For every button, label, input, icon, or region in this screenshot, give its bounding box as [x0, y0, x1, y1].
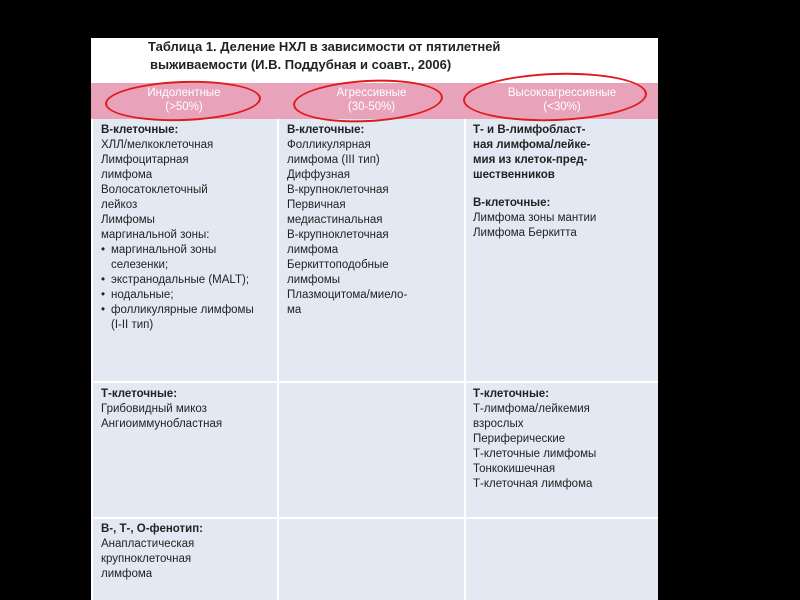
cell-r1-c1-line: Волосатоклеточный: [101, 184, 208, 196]
cell-r3-c1: [101, 522, 277, 582]
cell-r2-c1-heading: Т-клеточные:: [101, 388, 178, 400]
cell-r1-c3-subheading: В-клеточные:: [473, 197, 551, 209]
document-page: [91, 38, 658, 600]
cell-r2-c3-line: Тонкокишечная: [473, 463, 556, 475]
cell-r1-c1-line: ХЛЛ/мелкоклеточная: [101, 139, 214, 151]
cell-r1-c2: [287, 123, 463, 318]
cell-r1-c3: [473, 123, 657, 241]
cell-r1-c1-line: лейкоз: [101, 199, 138, 211]
cell-r3-c1-line: лимфома: [101, 568, 153, 580]
cell-r2-c3-line: Т-лимфома/лейкемия: [473, 403, 590, 415]
row-divider-2: [91, 517, 658, 519]
cell-r1-c2-line: Фолликулярная: [287, 139, 371, 151]
cell-r1-c3-heading-line: мия из клеток-пред-: [473, 154, 588, 166]
header-high-aggressive-name: Высокоагрессивные: [507, 87, 617, 99]
cell-r1-c1-line: маргинальной зоны:: [101, 229, 210, 241]
cell-r2-c3-line: Т-клеточные лимфомы: [473, 448, 597, 460]
cell-r1-c2-line: медиастинальная: [287, 214, 383, 226]
title-line-1: Таблица 1. Деление НХЛ в зависимости от пятилетней: [148, 39, 501, 54]
list-item: • фолликулярные лимфомы (I-II тип): [101, 303, 261, 333]
cell-r1-c1-line: лимфома: [101, 169, 153, 181]
cell-r1-c2-line: Плазмоцитома/миело-: [287, 289, 408, 301]
list-item: • нодальные;: [101, 288, 277, 303]
table-title: [148, 38, 628, 74]
cell-r1-c2-line: лимфома: [287, 244, 339, 256]
cell-r1-c3-heading-line: шественников: [473, 169, 555, 181]
cell-r1-c1: [101, 123, 277, 333]
cell-r2-c3-heading: Т-клеточные:: [473, 388, 550, 400]
cell-r1-c2-line: Первичная: [287, 199, 346, 211]
cell-r1-c3-heading-line: ная лимфома/лейке-: [473, 139, 591, 151]
list-item: • экстранодальные (MALT);: [101, 273, 271, 288]
cell-r1-c2-line: Диффузная: [287, 169, 351, 181]
cell-r1-c2-line: Беркиттоподобные: [287, 259, 389, 271]
header-aggressive-range: (30-50%): [347, 101, 396, 113]
header-indolent-name: Индолентные: [147, 87, 221, 99]
cell-r2-c3-line: взрослых: [473, 418, 524, 430]
cell-r3-c1-line: крупноклеточная: [101, 553, 192, 565]
cell-r3-c1-line: Анапластическая: [101, 538, 195, 550]
cell-r1-c2-line: лимфома (III тип): [287, 154, 380, 166]
list-item: • маргинальной зоны селезенки;: [101, 243, 271, 273]
title-line-2: выживаемости (И.В. Поддубная и соавт., 2006): [150, 57, 452, 72]
cell-r1-c2-heading: В-клеточные:: [287, 124, 365, 136]
cell-r1-c2-line: В-крупноклеточная: [287, 229, 389, 241]
cell-r2-c3: [473, 387, 657, 492]
marginal-zone-list: [101, 243, 277, 333]
cell-r1-c1-heading: В-клеточные:: [101, 124, 179, 136]
cell-r1-c3-heading-line: Т- и В-лимфобласт-: [473, 124, 586, 136]
header-high-aggressive-range: (<30%): [543, 101, 581, 113]
col-divider-1: [277, 119, 279, 600]
cell-r1-c1-line: Лимфоцитарная: [101, 154, 189, 166]
cell-r1-c2-line: лимфомы: [287, 274, 341, 286]
cell-r1-c3-line: Лимфома Беркитта: [473, 227, 577, 239]
cell-r1-c2-line: ма: [287, 304, 302, 316]
cell-r2-c1-line: Грибовидный микоз: [101, 403, 207, 415]
header-aggressive-name: Агрессивные: [336, 87, 407, 99]
header-indolent-range: (>50%): [165, 101, 203, 113]
cell-r2-c3-line: Периферические: [473, 433, 566, 445]
cell-r1-c2-line: В-крупноклеточная: [287, 184, 389, 196]
cell-r1-c1-line: Лимфомы: [101, 214, 155, 226]
cell-r1-c3-line: Лимфома зоны мантии: [473, 212, 597, 224]
row-divider-1: [91, 381, 658, 383]
cell-r3-c1-heading: В-, Т-, О-фенотип:: [101, 523, 204, 535]
cell-r2-c1: [101, 387, 277, 432]
col-divider-2: [464, 119, 466, 600]
cell-r2-c1-line: Ангиоиммунобластная: [101, 418, 223, 430]
col-divider-left: [91, 119, 93, 600]
cell-r2-c3-line: Т-клеточная лимфома: [473, 478, 593, 490]
